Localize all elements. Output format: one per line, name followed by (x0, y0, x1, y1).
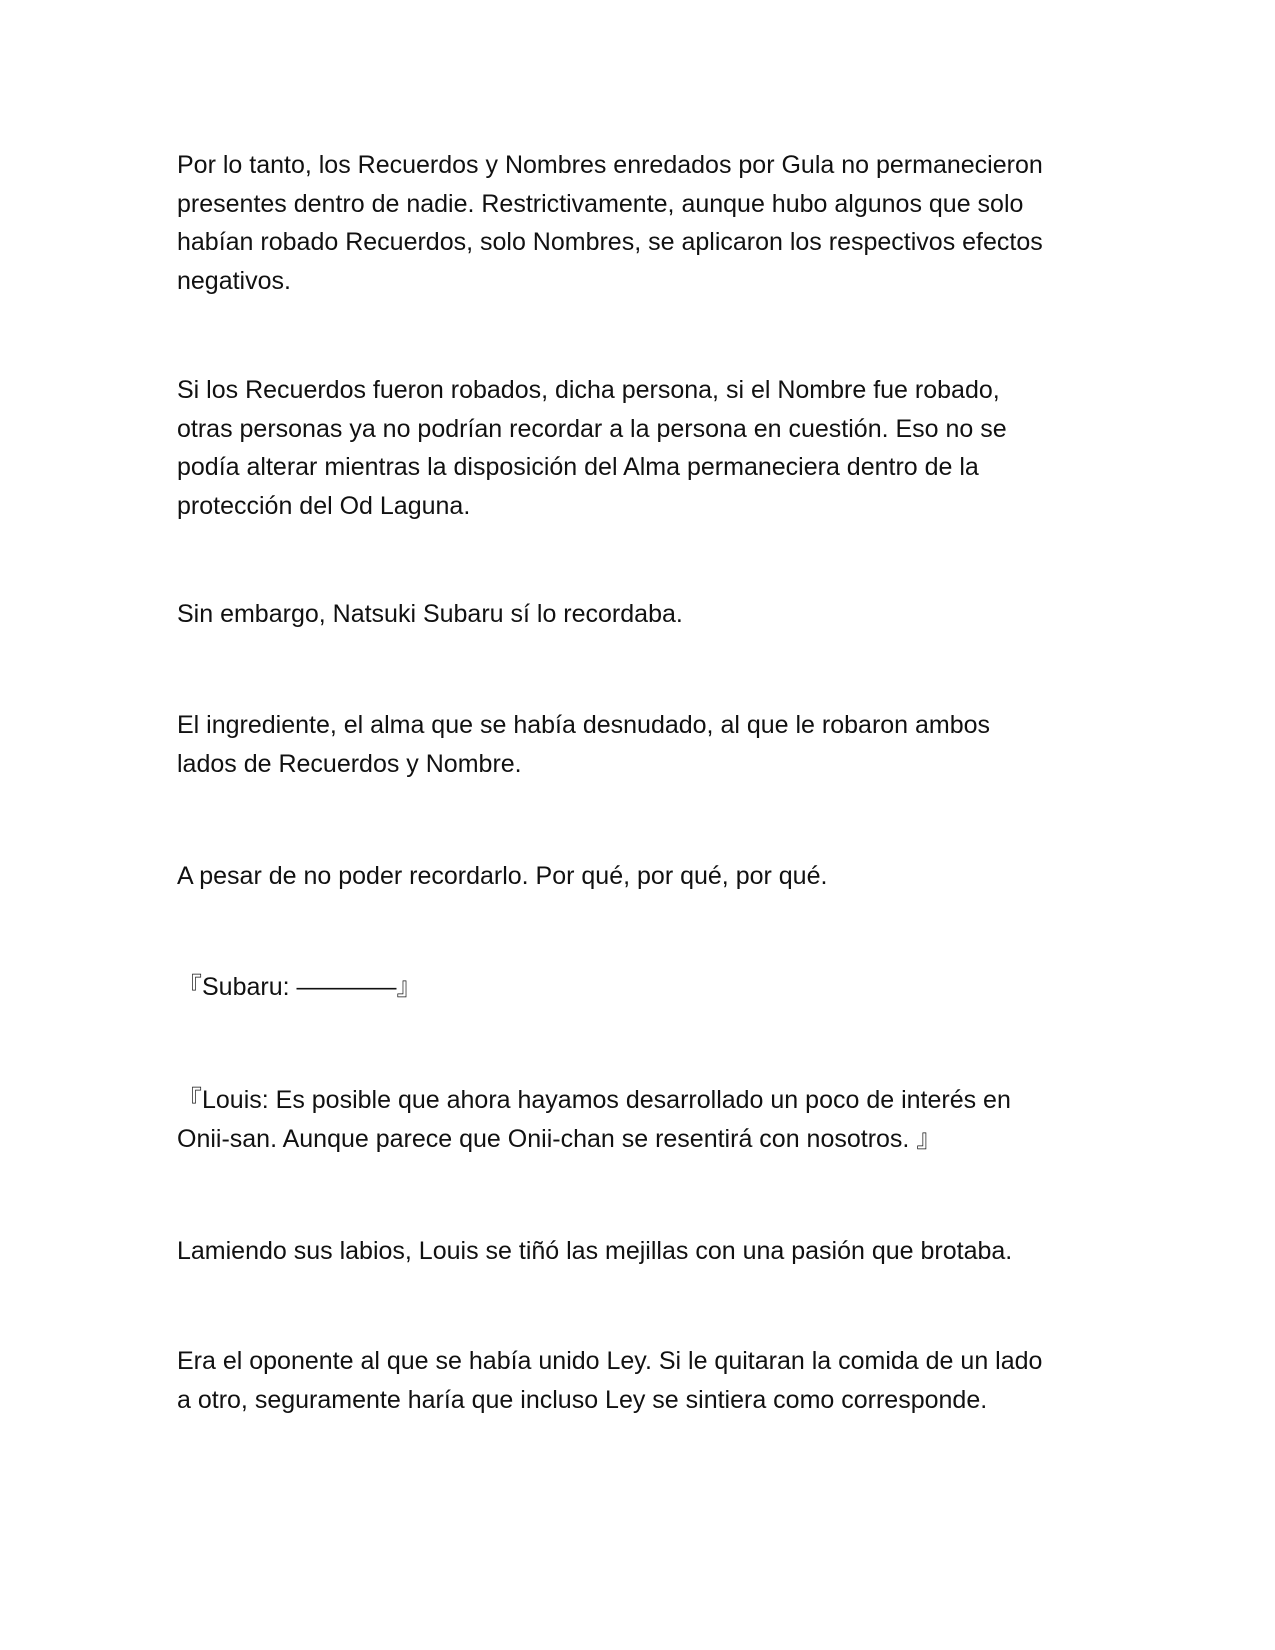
text-line: negativos. (177, 266, 291, 295)
text-line: Era el oponente al que se había unido Ley. Si le quitaran la comida de un lado (177, 1347, 1043, 1375)
text-line: lados de Recuerdos y Nombre. (177, 749, 522, 778)
text-line: presentes dentro de nadie. Restrictivamente, aunque hubo algunos que solo (177, 189, 1024, 218)
paragraph-7 (177, 1081, 1107, 1158)
text-line: podía alterar mientras la disposición del Alma permaneciera dentro de la (177, 453, 979, 481)
paragraph-9 (177, 1342, 1107, 1419)
text-line: Sin embargo, Natsuki Subaru sí lo recordaba. (177, 600, 683, 628)
paragraph-8 (177, 1232, 1107, 1271)
text-line: Lamiendo sus labios, Louis se tiñó las mejillas con una pasión que brotaba. (177, 1237, 1013, 1265)
text-line: a otro, seguramente haría que incluso Ley se sintiera como corresponde. (177, 1385, 988, 1414)
text-line: Si los Recuerdos fueron robados, dicha persona, si el Nombre fue robado, (177, 376, 1000, 404)
paragraph-2 (177, 371, 1107, 525)
text-line: otras personas ya no podrían recordar a la persona en cuestión. Eso no se (177, 414, 1007, 443)
text-line: A pesar de no poder recordarlo. Por qué, por qué, por qué. (177, 862, 828, 890)
text-line: habían robado Recuerdos, solo Nombres, se aplicaron los respectivos efectos (177, 228, 1043, 256)
paragraph-1 (177, 146, 1107, 300)
text-line: protección del Od Laguna. (177, 491, 471, 520)
text-line: 『Subaru: ————』 (177, 973, 422, 1001)
paragraph-3 (177, 595, 1107, 634)
paragraph-6 (177, 968, 1107, 1007)
text-line: Onii-san. Aunque parece que Onii-chan se resentirá con nosotros. 』 (177, 1124, 942, 1153)
paragraph-5 (177, 857, 1107, 896)
text-line: Por lo tanto, los Recuerdos y Nombres enredados por Gula no permanecieron (177, 151, 1043, 179)
text-line: 『Louis: Es posible que ahora hayamos desarrollado un poco de interés en (177, 1086, 1011, 1114)
text-line: El ingrediente, el alma que se había desnudado, al que le robaron ambos (177, 711, 991, 739)
paragraph-4 (177, 706, 1107, 783)
